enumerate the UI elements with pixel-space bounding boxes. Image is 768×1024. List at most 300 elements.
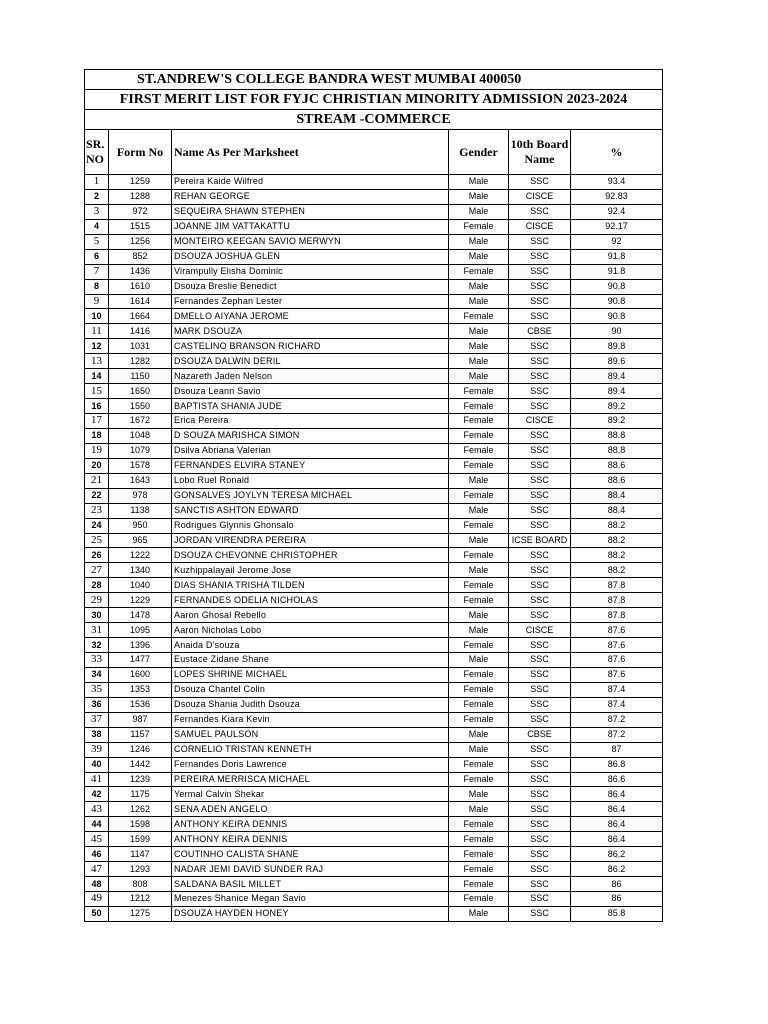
board-cell: SSC [509, 593, 571, 608]
gender-cell: Male [449, 906, 509, 921]
form-no-cell: 1239 [109, 772, 172, 787]
sr-no-cell: 16 [85, 399, 109, 414]
percent-cell: 90.8 [571, 309, 663, 324]
board-cell: SSC [509, 906, 571, 921]
sr-no-cell: 13 [85, 354, 109, 369]
gender-cell: Female [449, 847, 509, 862]
percent-cell: 87.8 [571, 608, 663, 623]
percent-cell: 92.83 [571, 189, 663, 204]
form-no-cell: 1536 [109, 697, 172, 712]
student-name-cell: BAPTISTA SHANIA JUDE [172, 399, 449, 414]
sr-no-cell: 31 [85, 623, 109, 638]
student-name-cell: DSOUZA DALWIN DERIL [172, 354, 449, 369]
board-cell: SSC [509, 354, 571, 369]
student-name-cell: D SOUZA MARISHCA SIMON [172, 428, 449, 443]
percent-cell: 87 [571, 742, 663, 757]
gender-cell: Male [449, 294, 509, 309]
percent-cell: 88.2 [571, 563, 663, 578]
sr-no-cell: 2 [85, 189, 109, 204]
sr-no-cell: 43 [85, 802, 109, 817]
student-name-cell: Anaida D'souza [172, 638, 449, 653]
form-no-cell: 978 [109, 488, 172, 503]
gender-cell: Female [449, 219, 509, 234]
sr-no-cell: 23 [85, 503, 109, 518]
gender-cell: Male [449, 234, 509, 249]
gender-cell: Male [449, 563, 509, 578]
gender-cell: Male [449, 533, 509, 548]
table-row [85, 234, 663, 249]
board-cell: SSC [509, 802, 571, 817]
board-cell: SSC [509, 862, 571, 877]
table-row [85, 832, 663, 847]
student-name-cell: Yermal Calvin Shekar [172, 787, 449, 802]
table-row [85, 548, 663, 563]
board-cell: SSC [509, 742, 571, 757]
merit-list-title: FIRST MERIT LIST FOR FYJC CHRISTIAN MINORITY ADMISSION 2023-2024 [85, 90, 663, 110]
gender-cell: Female [449, 593, 509, 608]
board-cell: SSC [509, 175, 571, 190]
sr-no-cell: 27 [85, 563, 109, 578]
form-no-cell: 1246 [109, 742, 172, 757]
student-name-cell: FERNANDES ODELIA NICHOLAS [172, 593, 449, 608]
sr-no-cell: 12 [85, 339, 109, 354]
table-row [85, 578, 663, 593]
student-name-cell: Pereira Kaide Wilfred [172, 175, 449, 190]
table-row [85, 877, 663, 892]
student-name-cell: Dsouza Leann Savio [172, 384, 449, 399]
table-row [85, 324, 663, 339]
sr-no-cell: 14 [85, 369, 109, 384]
form-no-cell: 1550 [109, 399, 172, 414]
board-cell: SSC [509, 548, 571, 563]
percent-cell: 87.4 [571, 697, 663, 712]
gender-cell: Male [449, 623, 509, 638]
board-cell: SSC [509, 787, 571, 802]
sr-no-cell: 3 [85, 204, 109, 219]
stream-title: STREAM -COMMERCE [85, 110, 663, 130]
form-no-cell: 1340 [109, 563, 172, 578]
board-cell: SSC [509, 578, 571, 593]
table-row [85, 638, 663, 653]
sr-no-cell: 42 [85, 787, 109, 802]
percent-cell: 90 [571, 324, 663, 339]
student-name-cell: DSOUZA JOSHUA GLEN [172, 249, 449, 264]
table-row [85, 892, 663, 907]
form-no-cell: 1396 [109, 638, 172, 653]
gender-cell: Female [449, 697, 509, 712]
gender-cell: Male [449, 473, 509, 488]
student-name-cell: ANTHONY KEIRA DENNIS [172, 832, 449, 847]
table-row [85, 817, 663, 832]
board-cell: CBSE [509, 727, 571, 742]
percent-cell: 86.4 [571, 817, 663, 832]
percent-cell: 87.2 [571, 712, 663, 727]
student-name-cell: Fernandes Zephan Lester [172, 294, 449, 309]
percent-cell: 88.4 [571, 488, 663, 503]
student-name-cell: ANTHONY KEIRA DENNIS [172, 817, 449, 832]
table-row [85, 473, 663, 488]
student-name-cell: NADAR JEMI DAVID SUNDER RAJ [172, 862, 449, 877]
gender-cell: Female [449, 832, 509, 847]
table-row [85, 653, 663, 668]
sr-no-cell: 10 [85, 309, 109, 324]
table-row [85, 339, 663, 354]
gender-cell: Female [449, 414, 509, 429]
student-name-cell: JOANNE JIM VATTAKATTU [172, 219, 449, 234]
form-no-cell: 1353 [109, 682, 172, 697]
student-name-cell: Aaron Ghosal Rebello [172, 608, 449, 623]
percent-cell: 89.2 [571, 414, 663, 429]
board-cell: SSC [509, 384, 571, 399]
sr-no-cell: 11 [85, 324, 109, 339]
table-row [85, 219, 663, 234]
table-row [85, 608, 663, 623]
form-no-cell: 1288 [109, 189, 172, 204]
percent-cell: 88.6 [571, 458, 663, 473]
form-no-cell: 987 [109, 712, 172, 727]
form-no-cell: 1175 [109, 787, 172, 802]
sr-no-cell: 47 [85, 862, 109, 877]
board-cell: SSC [509, 772, 571, 787]
board-cell: SSC [509, 428, 571, 443]
student-name-cell: MARK DSOUZA [172, 324, 449, 339]
form-no-cell: 972 [109, 204, 172, 219]
student-name-cell: Dsouza Chantel Colin [172, 682, 449, 697]
table-row [85, 249, 663, 264]
percent-cell: 87.6 [571, 667, 663, 682]
percent-cell: 91.8 [571, 264, 663, 279]
sr-no-cell: 26 [85, 548, 109, 563]
form-no-cell: 1256 [109, 234, 172, 249]
student-name-cell: CORNELIO TRISTAN KENNETH [172, 742, 449, 757]
header-percent: % [571, 130, 663, 175]
gender-cell: Female [449, 548, 509, 563]
student-name-cell: SENA ADEN ANGELO [172, 802, 449, 817]
board-cell: SSC [509, 877, 571, 892]
gender-cell: Female [449, 458, 509, 473]
percent-cell: 92 [571, 234, 663, 249]
table-row [85, 279, 663, 294]
sr-no-cell: 4 [85, 219, 109, 234]
form-no-cell: 1157 [109, 727, 172, 742]
board-cell: SSC [509, 488, 571, 503]
board-cell: ICSE BOARD [509, 533, 571, 548]
table-row [85, 712, 663, 727]
board-cell: SSC [509, 264, 571, 279]
percent-cell: 88.4 [571, 503, 663, 518]
board-cell: SSC [509, 399, 571, 414]
percent-cell: 89.2 [571, 399, 663, 414]
percent-cell: 86.4 [571, 787, 663, 802]
board-cell: CISCE [509, 414, 571, 429]
percent-cell: 92.4 [571, 204, 663, 219]
gender-cell: Female [449, 518, 509, 533]
student-name-cell: SEQUEIRA SHAWN STEPHEN [172, 204, 449, 219]
board-cell: CBSE [509, 324, 571, 339]
form-no-cell: 1040 [109, 578, 172, 593]
gender-cell: Female [449, 578, 509, 593]
percent-cell: 88.2 [571, 533, 663, 548]
student-name-cell: CASTELINO BRANSON RICHARD [172, 339, 449, 354]
table-row [85, 428, 663, 443]
sr-no-cell: 45 [85, 832, 109, 847]
percent-cell: 87.4 [571, 682, 663, 697]
form-no-cell: 965 [109, 533, 172, 548]
table-row [85, 533, 663, 548]
sr-no-cell: 22 [85, 488, 109, 503]
percent-cell: 87.2 [571, 727, 663, 742]
percent-cell: 86.4 [571, 802, 663, 817]
student-name-cell: Fernandes Doris Lawrence [172, 757, 449, 772]
gender-cell: Female [449, 399, 509, 414]
table-row [85, 667, 663, 682]
form-no-cell: 1478 [109, 608, 172, 623]
form-no-cell: 808 [109, 877, 172, 892]
student-name-cell: Dsouza Breslie Benedict [172, 279, 449, 294]
sr-no-cell: 1 [85, 175, 109, 190]
board-cell: SSC [509, 234, 571, 249]
form-no-cell: 1610 [109, 279, 172, 294]
percent-cell: 88.8 [571, 428, 663, 443]
table-row [85, 906, 663, 921]
board-cell: SSC [509, 309, 571, 324]
student-name-cell: DIAS SHANIA TRISHA TILDEN [172, 578, 449, 593]
board-cell: SSC [509, 204, 571, 219]
board-cell: SSC [509, 667, 571, 682]
percent-cell: 90.8 [571, 294, 663, 309]
percent-cell: 88.2 [571, 548, 663, 563]
header-sr-no: SR. NO [85, 130, 109, 175]
student-name-cell: DSOUZA HAYDEN HONEY [172, 906, 449, 921]
sr-no-cell: 7 [85, 264, 109, 279]
percent-cell: 88.8 [571, 443, 663, 458]
student-name-cell: Lobo Ruel Ronald [172, 473, 449, 488]
board-cell: SSC [509, 518, 571, 533]
table-row [85, 369, 663, 384]
gender-cell: Female [449, 757, 509, 772]
student-name-cell: Dsouza Shania Judith Dsouza [172, 697, 449, 712]
board-cell: SSC [509, 653, 571, 668]
form-no-cell: 1442 [109, 757, 172, 772]
gender-cell: Male [449, 175, 509, 190]
table-row [85, 682, 663, 697]
table-row [85, 757, 663, 772]
gender-cell: Female [449, 488, 509, 503]
board-cell: SSC [509, 294, 571, 309]
sr-no-cell: 48 [85, 877, 109, 892]
percent-cell: 89.4 [571, 384, 663, 399]
gender-cell: Female [449, 877, 509, 892]
table-row [85, 563, 663, 578]
gender-cell: Male [449, 249, 509, 264]
form-no-cell: 1436 [109, 264, 172, 279]
table-row [85, 414, 663, 429]
table-row [85, 623, 663, 638]
sr-no-cell: 29 [85, 593, 109, 608]
table-row [85, 787, 663, 802]
table-row [85, 862, 663, 877]
gender-cell: Female [449, 862, 509, 877]
gender-cell: Female [449, 892, 509, 907]
merit-list-table [84, 69, 663, 922]
percent-cell: 87.6 [571, 653, 663, 668]
percent-cell: 86.2 [571, 847, 663, 862]
table-row [85, 488, 663, 503]
form-no-cell: 950 [109, 518, 172, 533]
form-no-cell: 1600 [109, 667, 172, 682]
sr-no-cell: 19 [85, 443, 109, 458]
gender-cell: Female [449, 817, 509, 832]
percent-cell: 88.6 [571, 473, 663, 488]
board-cell: SSC [509, 473, 571, 488]
student-name-cell: Eustace Zidane Shane [172, 653, 449, 668]
sr-no-cell: 39 [85, 742, 109, 757]
form-no-cell: 1293 [109, 862, 172, 877]
percent-cell: 93.4 [571, 175, 663, 190]
board-cell: SSC [509, 369, 571, 384]
gender-cell: Male [449, 339, 509, 354]
student-name-cell: COUTINHO CALISTA SHANE [172, 847, 449, 862]
form-no-cell: 1259 [109, 175, 172, 190]
form-no-cell: 1031 [109, 339, 172, 354]
table-row [85, 503, 663, 518]
board-cell: SSC [509, 682, 571, 697]
gender-cell: Male [449, 608, 509, 623]
student-name-cell: FERNANDES ELVIRA STANEY [172, 458, 449, 473]
sr-no-cell: 36 [85, 697, 109, 712]
board-cell: SSC [509, 638, 571, 653]
form-no-cell: 1477 [109, 653, 172, 668]
header-name: Name As Per Marksheet [172, 130, 449, 175]
form-no-cell: 1599 [109, 832, 172, 847]
student-name-cell: Kuzhippalayail Jerome Jose [172, 563, 449, 578]
sr-no-cell: 15 [85, 384, 109, 399]
percent-cell: 86.4 [571, 832, 663, 847]
sr-no-cell: 32 [85, 638, 109, 653]
form-no-cell: 1048 [109, 428, 172, 443]
form-no-cell: 1222 [109, 548, 172, 563]
form-no-cell: 1262 [109, 802, 172, 817]
student-name-cell: MONTEIRO KEEGAN SAVIO MERWYN [172, 234, 449, 249]
student-name-cell: DMELLO AIYANA JEROME [172, 309, 449, 324]
percent-cell: 86 [571, 892, 663, 907]
gender-cell: Female [449, 638, 509, 653]
student-name-cell: REHAN GEORGE [172, 189, 449, 204]
percent-cell: 89.6 [571, 354, 663, 369]
table-row [85, 354, 663, 369]
percent-cell: 89.4 [571, 369, 663, 384]
table-row [85, 309, 663, 324]
table-row [85, 399, 663, 414]
form-no-cell: 1150 [109, 369, 172, 384]
form-no-cell: 1138 [109, 503, 172, 518]
sr-no-cell: 5 [85, 234, 109, 249]
student-name-cell: SALDANA BASIL MILLET [172, 877, 449, 892]
gender-cell: Female [449, 428, 509, 443]
form-no-cell: 1598 [109, 817, 172, 832]
sr-no-cell: 49 [85, 892, 109, 907]
college-title: ST.ANDREW'S COLLEGE BANDRA WEST MUMBAI 400050 [85, 70, 663, 90]
gender-cell: Male [449, 189, 509, 204]
board-cell: SSC [509, 503, 571, 518]
board-cell: SSC [509, 608, 571, 623]
sr-no-cell: 9 [85, 294, 109, 309]
sr-no-cell: 18 [85, 428, 109, 443]
form-no-cell: 1229 [109, 593, 172, 608]
form-no-cell: 1672 [109, 414, 172, 429]
percent-cell: 87.8 [571, 578, 663, 593]
gender-cell: Male [449, 727, 509, 742]
board-cell: SSC [509, 817, 571, 832]
form-no-cell: 1643 [109, 473, 172, 488]
student-name-cell: Aaron Nicholas Lobo [172, 623, 449, 638]
sr-no-cell: 20 [85, 458, 109, 473]
form-no-cell: 1416 [109, 324, 172, 339]
student-name-cell: SAMUEL PAULSON [172, 727, 449, 742]
sr-no-cell: 21 [85, 473, 109, 488]
sr-no-cell: 24 [85, 518, 109, 533]
board-cell: CISCE [509, 189, 571, 204]
board-cell: SSC [509, 757, 571, 772]
table-row [85, 772, 663, 787]
form-no-cell: 1282 [109, 354, 172, 369]
header-board: 10th Board Name [509, 130, 571, 175]
table-row [85, 294, 663, 309]
percent-cell: 85.8 [571, 906, 663, 921]
student-name-cell: LOPES SHRINE MICHAEL [172, 667, 449, 682]
sr-no-cell: 37 [85, 712, 109, 727]
gender-cell: Female [449, 682, 509, 697]
sr-no-cell: 25 [85, 533, 109, 548]
sr-no-cell: 8 [85, 279, 109, 294]
column-header-row [85, 130, 663, 175]
table-row [85, 697, 663, 712]
table-row [85, 175, 663, 190]
gender-cell: Male [449, 787, 509, 802]
form-no-cell: 1650 [109, 384, 172, 399]
table-row [85, 384, 663, 399]
form-no-cell: 1578 [109, 458, 172, 473]
gender-cell: Male [449, 802, 509, 817]
sr-no-cell: 35 [85, 682, 109, 697]
gender-cell: Male [449, 653, 509, 668]
sr-no-cell: 28 [85, 578, 109, 593]
board-cell: SSC [509, 458, 571, 473]
percent-cell: 86 [571, 877, 663, 892]
sr-no-cell: 41 [85, 772, 109, 787]
board-cell: SSC [509, 443, 571, 458]
gender-cell: Male [449, 204, 509, 219]
sr-no-cell: 34 [85, 667, 109, 682]
percent-cell: 86.8 [571, 757, 663, 772]
percent-cell: 86.6 [571, 772, 663, 787]
table-row [85, 742, 663, 757]
sr-no-cell: 44 [85, 817, 109, 832]
board-cell: CISCE [509, 219, 571, 234]
board-cell: CISCE [509, 623, 571, 638]
percent-cell: 87.8 [571, 593, 663, 608]
student-name-cell: Rodrigues Glynnis Ghonsalo [172, 518, 449, 533]
percent-cell: 88.2 [571, 518, 663, 533]
form-no-cell: 1664 [109, 309, 172, 324]
table-row [85, 204, 663, 219]
gender-cell: Female [449, 667, 509, 682]
table-row [85, 593, 663, 608]
form-no-cell: 1095 [109, 623, 172, 638]
board-cell: SSC [509, 712, 571, 727]
board-cell: SSC [509, 832, 571, 847]
header-gender: Gender [449, 130, 509, 175]
